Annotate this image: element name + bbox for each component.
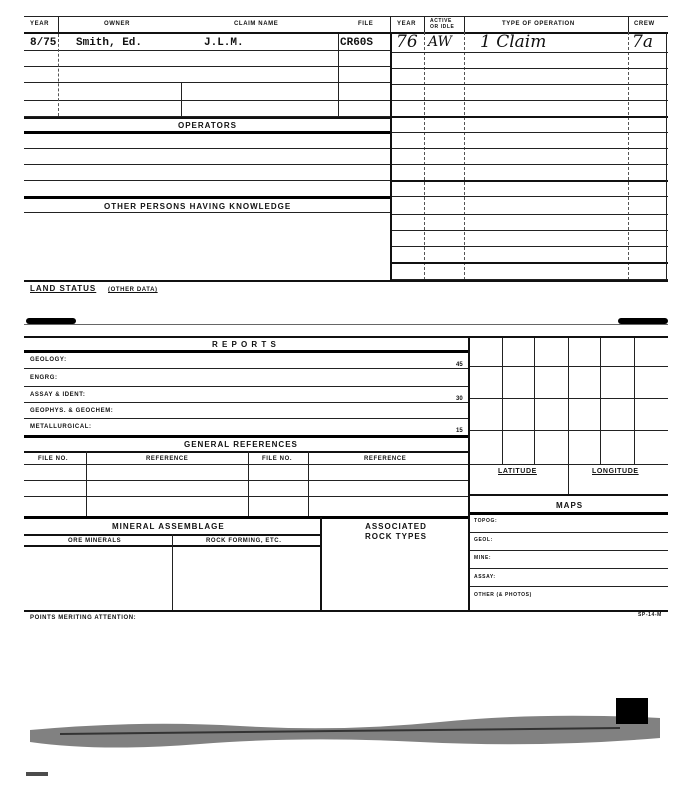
- report-row-3: GEOPHYS. & GEOCHEM:: [30, 408, 114, 414]
- owner-header: OWNER: [104, 21, 130, 27]
- year2-header: YEAR: [397, 21, 417, 27]
- maps-row-1: GEOL:: [474, 537, 493, 543]
- year-header: YEAR: [30, 21, 50, 27]
- report-num-2: 30: [456, 396, 463, 402]
- report-num-4: 15: [456, 428, 463, 434]
- general-references-title: GENERAL REFERENCES: [184, 440, 298, 449]
- ref-col-3: REFERENCE: [364, 456, 407, 462]
- points-meriting-label: POINTS MERITING ATTENTION:: [30, 615, 137, 621]
- longitude-label: LONGITUDE: [592, 468, 639, 475]
- mineral-assemblage-title: MINERAL ASSEMBLAGE: [112, 522, 225, 531]
- file-header: FILE: [358, 21, 374, 27]
- active-idle-header: ACTIVE OR IDLE: [430, 18, 455, 30]
- record-year2: 76: [396, 32, 418, 52]
- maps-row-3: ASSAY:: [474, 574, 496, 580]
- mineral-col-0: ORE MINERALS: [68, 538, 122, 544]
- report-row-4: METALLURGICAL:: [30, 424, 92, 430]
- maps-row-0: TOPOG:: [474, 518, 498, 524]
- other-persons-title: OTHER PERSONS HAVING KNOWLEDGE: [104, 202, 292, 211]
- record-claim-name: J.L.M.: [204, 37, 244, 49]
- report-num-0: 45: [456, 362, 463, 368]
- record-active-idle: AW: [428, 34, 452, 50]
- scan-smear-right: [618, 318, 668, 324]
- ref-col-1: REFERENCE: [146, 456, 189, 462]
- maps-row-2: MINE:: [474, 555, 492, 561]
- type-operation-header: TYPE OF OPERATION: [502, 21, 575, 27]
- associated-rock-types-title: ASSOCIATED ROCK TYPES: [364, 522, 427, 541]
- report-row-2: ASSAY & IDENT:: [30, 392, 86, 398]
- crew-header: CREW: [634, 21, 655, 27]
- claim-name-header: CLAIM NAME: [234, 21, 279, 27]
- maps-row-4: OTHER (& PHOTOS): [474, 592, 532, 598]
- form-number: SP-14-M: [638, 612, 662, 618]
- operators-title: OPERATORS: [178, 121, 237, 130]
- report-row-0: GEOLOGY:: [30, 357, 67, 363]
- reports-title: R E P O R T S: [212, 340, 277, 349]
- latitude-label: LATITUDE: [498, 468, 537, 475]
- scan-artifact-band: [20, 692, 670, 756]
- land-status-title: LAND STATUS: [30, 284, 97, 293]
- ref-col-2: FILE NO.: [262, 456, 293, 462]
- record-year: 8/75: [30, 37, 57, 49]
- maps-title: MAPS: [556, 501, 584, 510]
- ref-col-0: FILE NO.: [38, 456, 69, 462]
- record-file: CR60S: [340, 37, 374, 49]
- report-row-1: ENGRG:: [30, 375, 58, 381]
- record-crew: 7a: [632, 32, 653, 52]
- mineral-col-1: ROCK FORMING, ETC.: [206, 538, 282, 544]
- record-owner: Smith, Ed.: [76, 37, 143, 49]
- record-type-operation: 1 Claim: [480, 32, 547, 52]
- land-status-subtitle: (OTHER DATA): [108, 287, 158, 293]
- scan-speck: [26, 772, 48, 776]
